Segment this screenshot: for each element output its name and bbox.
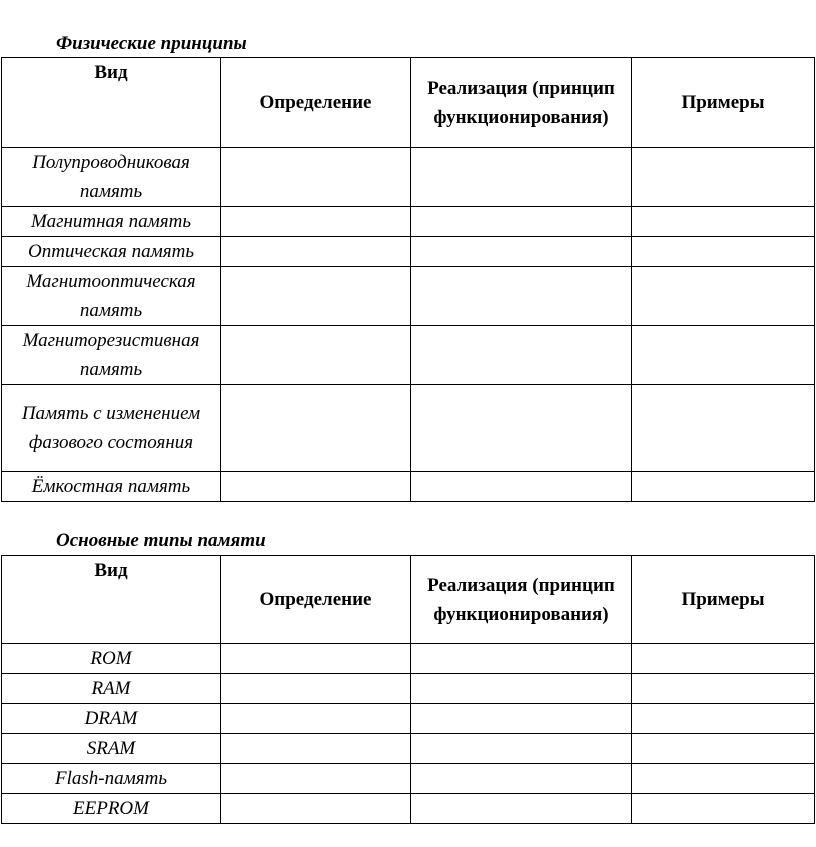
examples-cell xyxy=(632,326,815,385)
table-header-row xyxy=(2,556,815,644)
definition-cell xyxy=(221,704,411,734)
examples-cell xyxy=(632,472,815,502)
header-examples: Примеры xyxy=(632,58,815,148)
definition-cell xyxy=(221,472,411,502)
implementation-cell xyxy=(411,237,632,267)
row-label: Ёмкостная память xyxy=(2,472,221,502)
implementation-cell xyxy=(411,674,632,704)
header-implementation: Реализация (принцип функционирования) xyxy=(411,556,632,644)
table-row xyxy=(2,644,815,674)
implementation-cell xyxy=(411,764,632,794)
row-label: Полупроводниковая память xyxy=(2,148,221,207)
row-label: Магнитная память xyxy=(2,207,221,237)
implementation-cell xyxy=(411,734,632,764)
implementation-cell xyxy=(411,148,632,207)
definition-cell xyxy=(221,794,411,824)
examples-cell xyxy=(632,734,815,764)
memory-types-table xyxy=(1,555,815,824)
examples-cell xyxy=(632,704,815,734)
implementation-cell xyxy=(411,267,632,326)
table-row xyxy=(2,326,815,385)
examples-cell xyxy=(632,674,815,704)
examples-cell xyxy=(632,267,815,326)
examples-cell xyxy=(632,794,815,824)
header-implementation: Реализация (принцип функционирования) xyxy=(411,58,632,148)
definition-cell xyxy=(221,148,411,207)
header-kind: Вид xyxy=(2,556,221,644)
examples-cell xyxy=(632,385,815,472)
definition-cell xyxy=(221,674,411,704)
definition-cell xyxy=(221,644,411,674)
row-label: EEPROM xyxy=(2,794,221,824)
table-row xyxy=(2,267,815,326)
examples-cell xyxy=(632,237,815,267)
section-title-memory-types: Основные типы памяти xyxy=(56,530,266,551)
table-row xyxy=(2,794,815,824)
table-row xyxy=(2,704,815,734)
implementation-cell xyxy=(411,207,632,237)
table-row xyxy=(2,734,815,764)
examples-cell xyxy=(632,644,815,674)
table-row xyxy=(2,764,815,794)
implementation-cell xyxy=(411,794,632,824)
definition-cell xyxy=(221,734,411,764)
definition-cell xyxy=(221,764,411,794)
header-examples: Примеры xyxy=(632,556,815,644)
row-label: SRAM xyxy=(2,734,221,764)
header-definition: Определение xyxy=(221,58,411,148)
implementation-cell xyxy=(411,385,632,472)
header-kind: Вид xyxy=(2,58,221,148)
table-row xyxy=(2,237,815,267)
row-label: ROM xyxy=(2,644,221,674)
definition-cell xyxy=(221,237,411,267)
row-label: RAM xyxy=(2,674,221,704)
physical-principles-table xyxy=(1,57,815,502)
row-label: Flash-память xyxy=(2,764,221,794)
header-definition: Определение xyxy=(221,556,411,644)
table-row xyxy=(2,472,815,502)
definition-cell xyxy=(221,326,411,385)
examples-cell xyxy=(632,207,815,237)
implementation-cell xyxy=(411,644,632,674)
row-label: Магнитооптическая память xyxy=(2,267,221,326)
table-row xyxy=(2,385,815,472)
definition-cell xyxy=(221,267,411,326)
table-row xyxy=(2,207,815,237)
row-label: DRAM xyxy=(2,704,221,734)
row-label: Магниторезистивная память xyxy=(2,326,221,385)
examples-cell xyxy=(632,764,815,794)
row-label: Оптическая память xyxy=(2,237,221,267)
implementation-cell xyxy=(411,472,632,502)
row-label: Память с изменением фазового состояния xyxy=(2,385,221,472)
definition-cell xyxy=(221,385,411,472)
table-row xyxy=(2,148,815,207)
implementation-cell xyxy=(411,326,632,385)
definition-cell xyxy=(221,207,411,237)
examples-cell xyxy=(632,148,815,207)
table-header-row xyxy=(2,58,815,148)
implementation-cell xyxy=(411,704,632,734)
table-row xyxy=(2,674,815,704)
section-title-physical-principles: Физические принципы xyxy=(56,33,247,54)
